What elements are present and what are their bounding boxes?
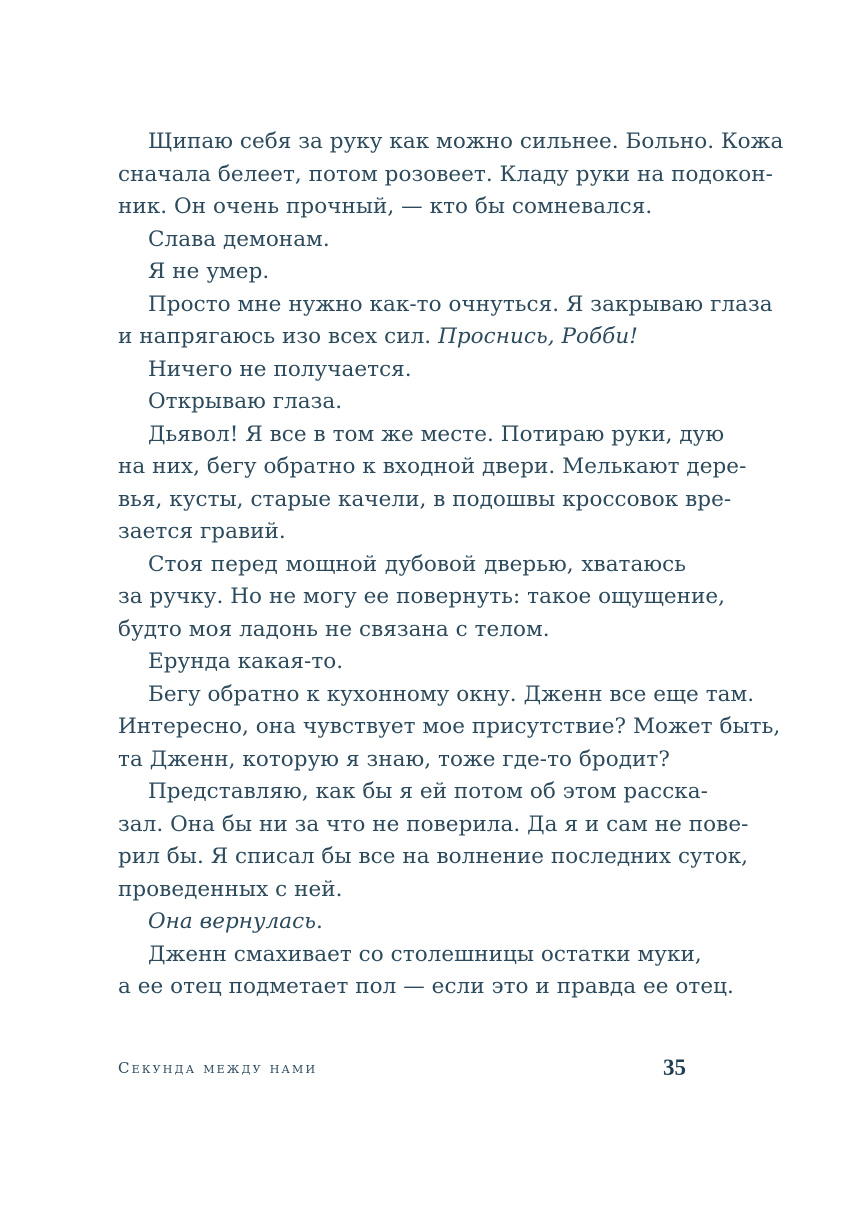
text-line: Просто мне нужно как-то очнуться. Я закрываю глаза [148,291,773,317]
text-line: на них, бегу обратно к входной двери. Мелькают дере- [118,454,747,479]
text-line: Дьявол! Я все в том же месте. Потираю руки, дую [148,421,725,447]
text-line: будто моя ладонь не связана с телом. [118,616,550,642]
text-line [118,906,686,939]
text-line: за ручку. Но не могу ее повернуть: такое ощущение, [118,584,726,609]
text-line: Ерунда какая-то. [148,649,344,674]
text-line: Открываю глаза. [148,389,343,414]
text-line: Бегу обратно к кухонному окну. Дженн все еще там. [148,681,755,707]
text-line [118,321,686,354]
text-segment: . [315,909,323,934]
body-text [118,126,784,1004]
page-number: 35 [663,1055,686,1080]
text-line: сначала белеет, потом розовеет. Кладу руки на подокон- [118,161,773,187]
text-line: Представляю, как бы я ей потом об этом расска- [148,779,708,804]
page-footer [118,1055,686,1085]
text-line: та Дженн, которую я знаю, тоже где-то бродит? [118,746,670,772]
italic-segment: Проснись, Робби! [438,324,638,349]
text-line: Щипаю себя за руку как можно сильнее. Больно. Кожа [148,129,784,154]
text-line: Стоя перед мощной дубовой дверью, хватаюсь [148,551,686,577]
text-line: Слава демонам. [148,226,330,252]
text-line: рил бы. Я списал бы все на волнение последних суток, [118,844,749,869]
running-title: Секунда между нами [118,1059,318,1077]
text-line: Интересно, она чувствует мое присутствие? Может быть, [118,714,781,739]
text-line: зается гравий. [118,519,286,544]
text-line: Ничего не получается. [148,356,412,382]
text-line: Дженн смахивает со столешницы остатки муки, [148,941,702,967]
text-line: Я не умер. [148,259,270,284]
text-line: проведенных с ней. [118,876,343,902]
text-segment: и напрягаюсь изо всех сил. [118,324,439,349]
text-line: вья, кусты, старые качели, в подошвы кроссовок вре- [118,486,732,512]
text-line: а ее отец подметает пол — если это и правда ее отец. [118,974,734,999]
italic-segment: Она вернулась [148,909,316,934]
text-line: зал. Она бы ни за что не поверила. Да я и сам не пове- [118,811,749,837]
text-line: ник. Он очень прочный, — кто бы сомневался. [118,194,653,219]
